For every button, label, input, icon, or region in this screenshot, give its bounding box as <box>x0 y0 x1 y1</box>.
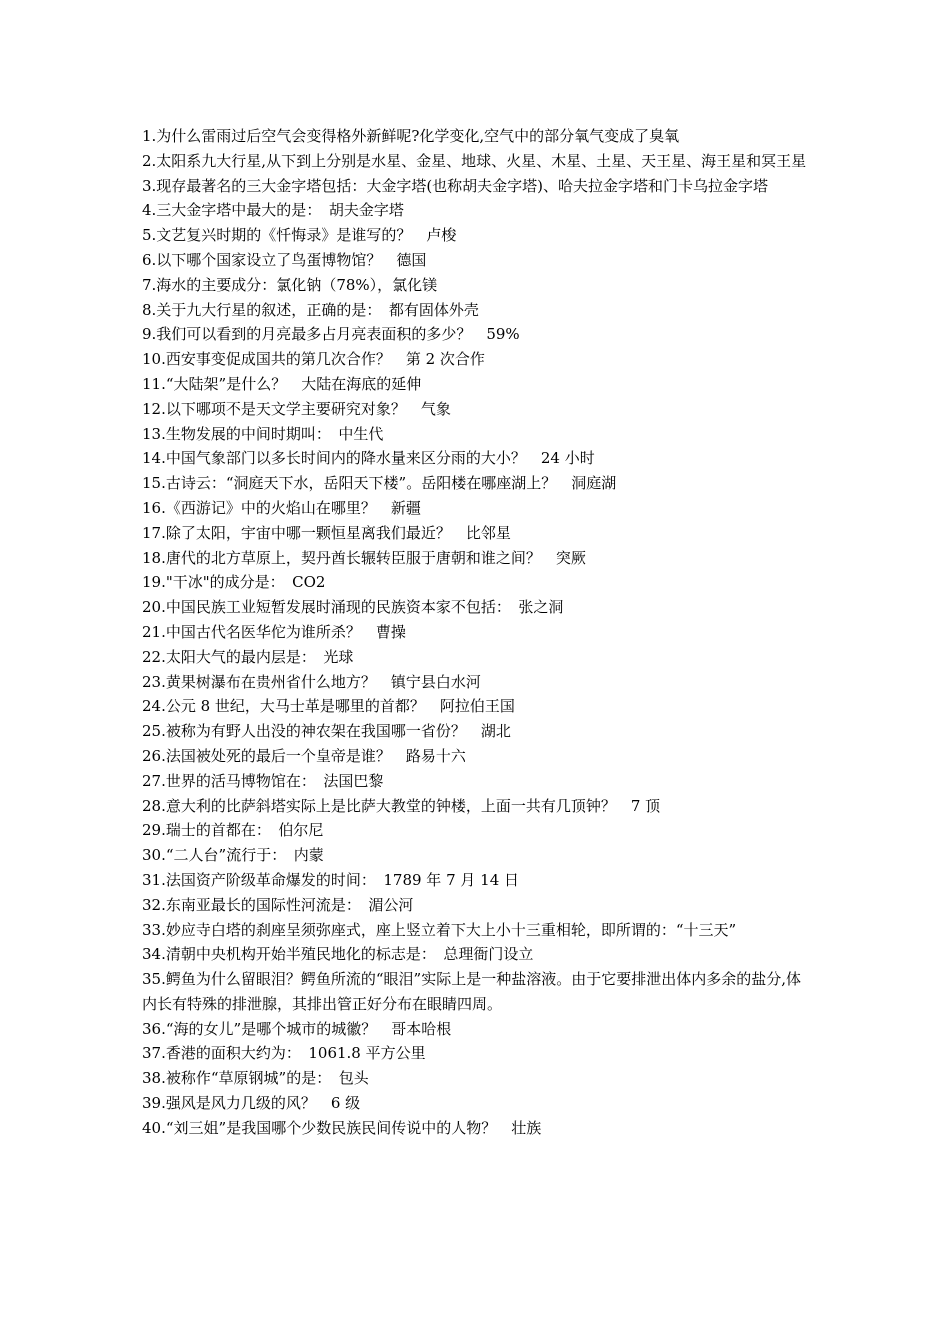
question-item-14: 14.中国气象部门以多长时间内的降水量来区分雨的大小？ 24 小时 <box>142 449 595 468</box>
question-item-19: 19."干冰"的成分是： CO2 <box>142 573 326 592</box>
question-item-16: 16.《西游记》中的火焰山在哪里？ 新疆 <box>142 498 421 517</box>
question-item-3: 3.现存最著名的三大金字塔包括：大金字塔(也称胡夫金字塔)、哈夫拉金字塔和门卡乌拉金字塔 <box>142 176 769 195</box>
document-page <box>142 124 812 1141</box>
question-item-21: 21.中国古代名医华佗为谁所杀？ 曹操 <box>142 622 406 641</box>
question-item-28: 28.意大利的比萨斜塔实际上是比萨大教堂的钟楼，上面一共有几顶钟？ 7 顶 <box>142 796 661 815</box>
question-item-5: 5.文艺复兴时期的《忏悔录》是谁写的？ 卢梭 <box>142 226 457 245</box>
question-item-22: 22.太阳大气的最内层是： 光球 <box>142 647 354 666</box>
question-item-25: 25.被称为有野人出没的神农架在我国哪一省份？ 湖北 <box>142 722 511 741</box>
question-item-24: 24.公元 8 世纪，大马士革是哪里的首都？ 阿拉伯王国 <box>142 697 515 716</box>
question-item-29: 29.瑞士的首都在： 伯尔尼 <box>142 821 324 840</box>
question-item-1: 1.为什么雷雨过后空气会变得格外新鲜呢?化学变化,空气中的部分氧气变成了臭氧 <box>142 127 680 145</box>
question-item-27: 27.世界的活马博物馆在： 法国巴黎 <box>142 771 384 790</box>
question-item-30: 30.“二人台”流行于： 内蒙 <box>142 846 324 865</box>
question-item-37: 37.香港的面积大约为： 1061.8 平方公里 <box>142 1044 426 1063</box>
question-item-31: 31.法国资产阶级革命爆发的时间： 1789 年 7 月 14 日 <box>142 870 520 889</box>
question-item-9: 9.我们可以看到的月亮最多占月亮表面积的多少？ 59% <box>142 325 520 344</box>
question-item-33: 33.妙应寺白塔的刹座呈须弥座式，座上竖立着下大上小十三重相轮，即所谓的：“十三天” <box>142 920 737 939</box>
question-item-34: 34.清朝中央机构开始半殖民地化的标志是： 总理衙门设立 <box>142 945 534 964</box>
question-item-32: 32.东南亚最长的国际性河流是： 湄公河 <box>142 895 414 914</box>
question-item-10: 10.西安事变促成国共的第几次合作？ 第 2 次合作 <box>142 350 485 369</box>
question-item-17: 17.除了太阳，宇宙中哪一颗恒星离我们最近？ 比邻星 <box>142 523 511 542</box>
question-item-35: 35.鳄鱼为什么留眼泪？鳄鱼所流的“眼泪”实际上是一种盐溶液。由于它要排泄出体内多余的盐分,体内长有特殊的排泄腺，其排出管正好分布在眼睛四周。 <box>142 970 801 1013</box>
question-item-40: 40.“刘三姐”是我国哪个少数民族民间传说中的人物？ 壮族 <box>142 1118 542 1137</box>
question-item-15: 15.古诗云：“洞庭天下水，岳阳天下楼”。岳阳楼在哪座湖上？ 洞庭湖 <box>142 474 617 493</box>
question-item-2: 2.太阳系九大行星,从下到上分别是水星、金星、地球、火星、木星、土星、天王星、海王星和冥王星 <box>142 151 807 170</box>
question-item-39: 39.强风是风力几级的风？ 6 级 <box>142 1094 361 1113</box>
question-item-18: 18.唐代的北方草原上，契丹酋长辗转臣服于唐朝和谁之间？ 突厥 <box>142 548 586 567</box>
question-item-6: 6.以下哪个国家设立了鸟蛋博物馆？ 德国 <box>142 250 427 269</box>
question-item-26: 26.法国被处死的最后一个皇帝是谁？ 路易十六 <box>142 746 466 765</box>
question-item-8: 8.关于九大行星的叙述，正确的是： 都有固体外壳 <box>142 300 479 319</box>
question-item-7: 7.海水的主要成分：氯化钠（78%），氯化镁 <box>142 275 438 294</box>
question-item-20: 20.中国民族工业短暂发展时涌现的民族资本家不包括： 张之洞 <box>142 598 564 617</box>
question-item-11: 11.“大陆架”是什么？ 大陆在海底的延伸 <box>142 374 422 393</box>
question-item-13: 13.生物发展的中间时期叫： 中生代 <box>142 424 384 443</box>
question-item-36: 36.“海的女儿”是哪个城市的城徽？ 哥本哈根 <box>142 1019 452 1038</box>
question-item-38: 38.被称作“草原钢城”的是： 包头 <box>142 1069 369 1088</box>
question-item-12: 12.以下哪项不是天文学主要研究对象？ 气象 <box>142 399 451 418</box>
question-item-4: 4.三大金字塔中最大的是： 胡夫金字塔 <box>142 201 404 220</box>
question-item-23: 23.黄果树瀑布在贵州省什么地方？ 镇宁县白水河 <box>142 672 481 691</box>
